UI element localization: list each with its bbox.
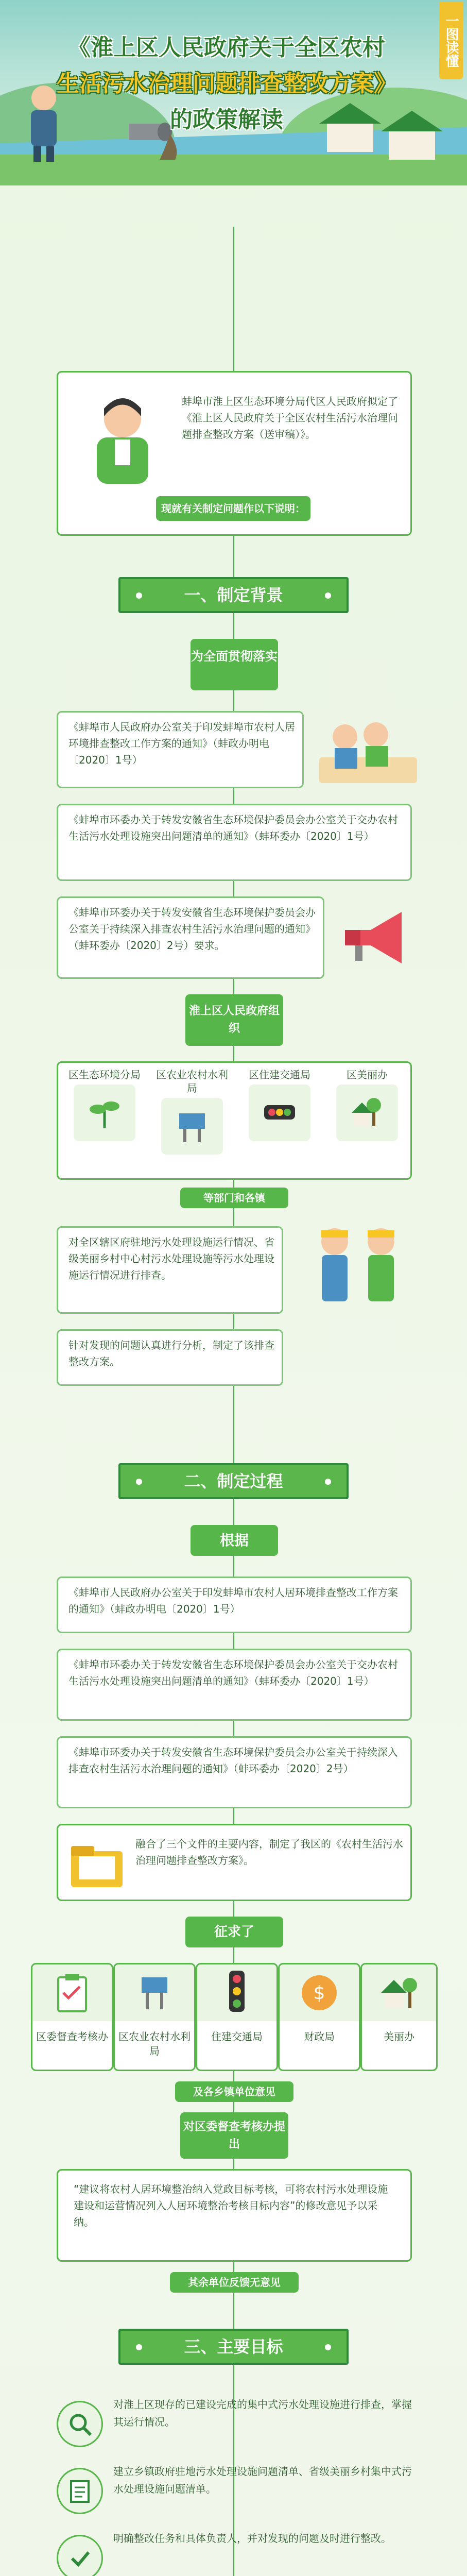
depts-label: 等部门和各镇 (180, 1188, 288, 1208)
folder-icon (68, 1836, 125, 1892)
inspectors-illustration-icon (304, 1216, 417, 1319)
goal-item (57, 2396, 412, 2452)
s2-doc2-text: 《蚌埠市环委办关于转发安徽省生态环境保护委员会办公室关于交办农村生活污水处理设施突出问题清单的通知》（蚌环委办〔2020〕1号） (68, 1658, 398, 1687)
section1-heading: 一、制定背景 (118, 577, 349, 613)
suggestion-card (57, 2169, 412, 2262)
section3-heading: 三、主要目标 (118, 2329, 349, 2365)
suggestion-text: “建议将农村人居环境整治纳入党政目标考核，可将农村污水处理设施建设和运营情况列入人居环境整治考核目标内容”的修改意见予以采纳。 (74, 2183, 388, 2228)
consult-step (113, 1963, 196, 2071)
hero-banner (0, 0, 467, 185)
goal-text: 建立乡镇政府驻地污水处理设施问题清单、省级美丽乡村集中式污水处理设施问题清单。 (113, 2465, 412, 2495)
dept-item (328, 1068, 406, 1141)
coin-icon (280, 1964, 359, 2021)
traffic-light-icon (197, 1964, 276, 2021)
title-line-2: 生活污水治理问题排查整改方案》 (57, 71, 396, 97)
goal-text: 对淮上区现存的已建设完成的集中式污水处理设施进行排查，掌握其运行情况。 (113, 2398, 412, 2428)
badge-label: 一图读懂 (439, 2, 463, 79)
s1-document-card (57, 804, 412, 881)
org-pill: 淮上区人民政府组织 (185, 994, 283, 1046)
s2-doc3-text: 《蚌埠市环委办关于转发安徽省生态环境保护委员会办公室关于持续深入排查农村生活污水治理问题的通知》（蚌环委办〔2020〕2号） (68, 1746, 398, 1775)
intro-text: 蚌埠市淮上区生态环境分局代区人民政府拟定了《淮上区人民政府关于全区农村生活污水治理问题排查整改方案（送审稿）》。 (182, 395, 398, 440)
title-line-3: 的政策解读 (170, 107, 283, 133)
s1-doc1-text: 《蚌埠市人民政府办公室关于印发蚌埠市农村人居环境排查整改工作方案的通知》（蚌政办明电〔2020〕1号） (68, 721, 295, 766)
goal-item (57, 2530, 412, 2576)
dept-label: 区生态环境分局 (68, 1069, 141, 1081)
goal-text: 明确整改任务和具体负责人，并对发现的问题及时进行整改。 (113, 2532, 391, 2545)
s1-document-card (57, 711, 304, 788)
consult-step (278, 1963, 360, 2071)
consult-step (196, 1963, 278, 2071)
clipboard-icon (32, 1964, 112, 2021)
megaphone-icon (340, 907, 412, 969)
s1-doc3-text: 《蚌埠市环委办关于转发安徽省生态环境保护委员会办公室关于持续深入排查农村生活污水治理问题的通知》（蚌环委办〔2020〕2号）要求。 (68, 906, 316, 952)
s1-work-card (57, 1226, 283, 1314)
step-label: 区委督查考核办 (36, 2030, 108, 2043)
meeting-illustration-icon (319, 711, 417, 788)
village-icon (336, 1084, 398, 1141)
s1-work1-text: 对全区辖区府驻地污水处理设施运行情况、省级美丽乡村中心村污水处理设施等污水处理设施运行情况进行排查。 (68, 1236, 274, 1281)
s2-document-card (57, 1649, 412, 1721)
speaker-person-icon (74, 388, 171, 486)
page-title (21, 30, 433, 138)
merge-text: 融合了三个文件的主要内容，制定了我区的《农村生活污水治理问题排查整改方案》。 (135, 1838, 403, 1867)
section1-pill: 为全面贯彻落实 (191, 639, 278, 690)
s1-work-card (57, 1329, 283, 1386)
dept-label: 区住建交通局 (249, 1069, 310, 1081)
dept-label: 区农业农村水利局 (156, 1069, 228, 1094)
step-label: 美丽办 (384, 2030, 414, 2043)
dept-item (66, 1068, 143, 1141)
water-tower-icon (115, 1964, 194, 2021)
other-feedback: 其余单位反馈无意见 (170, 2272, 299, 2293)
list-icon (57, 2468, 103, 2514)
intro-card (57, 371, 412, 536)
dept-label: 区美丽办 (347, 1069, 388, 1081)
dept-item (241, 1068, 318, 1141)
steps-label: 及各乡镇单位意见 (175, 2081, 293, 2102)
s1-document-card (57, 896, 324, 979)
step-label: 财政局 (304, 2030, 335, 2043)
s1-doc2-text: 《蚌埠市环委办关于转发安徽省生态环境保护委员会办公室关于交办农村生活污水处理设施突出问题清单的通知》（蚌环委办〔2020〕1号） (68, 814, 398, 842)
svg-text:$: $ (313, 1982, 325, 2004)
traffic-light-icon (249, 1084, 310, 1141)
s2-document-card (57, 1577, 412, 1633)
consult-step (31, 1963, 113, 2071)
section2-heading: 二、制定过程 (118, 1463, 349, 1499)
suggest-pill: 对区委督查考核办提出 (180, 2112, 288, 2159)
task-icon (57, 2535, 103, 2576)
step-label: 区农业农村水利局 (118, 2030, 191, 2057)
dept-item (153, 1068, 231, 1155)
water-tower-icon (161, 1098, 223, 1155)
section2-pill: 根据 (191, 1525, 278, 1556)
s2-document-card (57, 1736, 412, 1808)
consult-pill: 征求了 (185, 1917, 283, 1947)
merge-card (57, 1824, 412, 1901)
s2-doc1-text: 《蚌埠市人民政府办公室关于印发蚌埠市农村人居环境排查整改工作方案的通知》（蚌政办明电〔2020〕1号） (68, 1586, 398, 1615)
intro-pill: 现就有关制定问题作以下说明： (156, 496, 310, 521)
departments-panel (57, 1061, 412, 1180)
sprout-icon (74, 1084, 135, 1141)
village-icon (362, 1964, 436, 2021)
step-label: 住建交通局 (211, 2030, 263, 2043)
s1-work2-text: 针对发现的问题认真进行分析，制定了该排查整改方案。 (68, 1339, 274, 1368)
goal-item (57, 2463, 412, 2519)
title-line-1: 《淮上区人民政府关于全区农村 (68, 35, 385, 61)
consult-step (360, 1963, 438, 2071)
search-icon (57, 2401, 103, 2447)
